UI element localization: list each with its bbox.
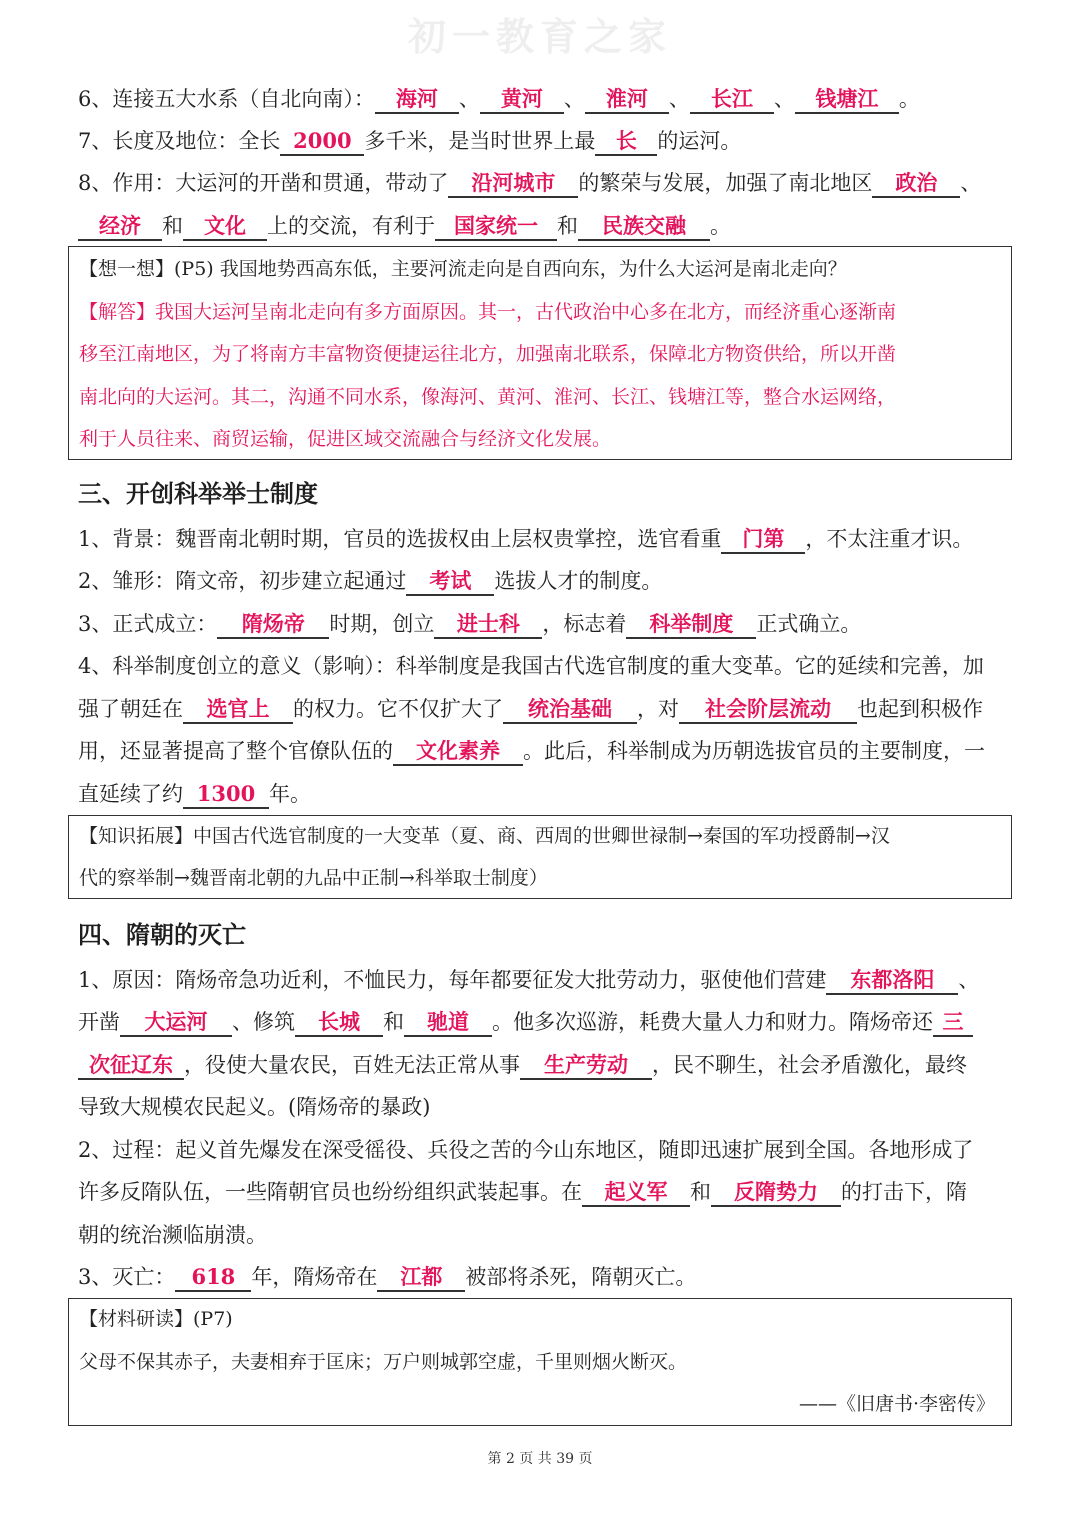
page-footer: 第 2 页 共 39 页 [487,1451,593,1467]
cause-blank-6: 生产劳动 [520,1052,652,1080]
rank-blank: 长 [595,128,657,156]
s4-item-3-end: 被部将杀死，隋朝灭亡。 [465,1265,697,1289]
river-blank-4: 长江 [690,86,774,114]
s3-item-4-l4-prefix: 直延续了约 [78,782,183,806]
item-6-end: 。 [898,87,920,111]
s4-item-2-l2-text-1: 和 [690,1180,711,1204]
function-blank-2: 政治 [872,170,960,198]
function-blank-6: 民族交融 [578,213,710,241]
s4-item-1-l2-text-2: 和 [383,1010,404,1034]
s3-item-4-l2-end: 也起到积极作 [857,697,983,721]
significance-blank-4: 文化素养 [393,738,523,766]
item-8-text-3: 和 [162,214,183,238]
fall-year-blank: 618 [175,1264,251,1292]
s4-item-1-line-2 [78,1007,1008,1037]
s3-item-3-text-2: ，标志着 [542,612,627,636]
think-question: 【想一想】(P5) 我国地势西高东低，主要河流走向是自西向东，为什么大运河是南北走向？ [79,258,847,280]
think-answer-line-4: 利于人员往来、商贸运输，促进区域交流融合与经济文化发展。 [79,428,612,450]
item-6-line [78,84,1008,114]
s3-item-1-end: ，不太注重才识。 [805,527,974,551]
think-answer-line-2: 移至江南地区，为了将南方丰富物资便捷运往北方，加强南北联系，保障北方物资供给，所以开凿 [79,343,897,365]
item-8-text-1: 的繁荣与发展，加强了南北地区 [578,171,873,195]
s3-item-4-l3-end: 。此后，科举制成为历朝选拔官员的主要制度，一 [523,739,985,763]
material-source: ——《旧唐书·李密传》 [798,1393,995,1415]
s3-item-3-prefix: 3、正式成立： [78,612,218,636]
s3-item-1-prefix: 1、背景：魏晋南北朝时期，官员的选拔权由上层权贵掌控，选官看重 [78,527,722,551]
s3-item-4-l2-prefix: 强了朝廷在 [78,697,183,721]
s3-item-4-line-2 [78,694,1008,724]
s4-item-1-l1-end: 、 [958,968,980,992]
s4-item-2-l2-end: 的打击下，隋 [841,1180,967,1204]
item-8-line-1 [78,168,1008,198]
prototype-blank: 考试 [406,568,494,596]
background-blank: 门第 [721,526,805,554]
significance-blank-3: 社会阶层流动 [679,696,857,724]
river-blank-1: 海河 [375,86,459,114]
function-blank-1: 沿河城市 [448,170,578,198]
material-box [68,1298,1012,1426]
keju-blank: 科举制度 [626,611,756,639]
item-7-prefix: 7、长度及地位：全长 [78,129,281,153]
material-quote: 父母不保其赤子，夫妻相弃于匡床；万户则城郭空虚，千里则烟火断灭。 [79,1351,688,1373]
item-8-end: 。 [710,214,731,238]
section-3-title: 三、开创科举举士制度 [78,480,318,508]
watermark-title: 初一教育之家 [407,15,672,59]
knowledge-line-2: 代的察举制→魏晋南北朝的九品中正制→科举取士制度） [79,867,548,889]
s3-item-4-l3-prefix: 用，还显著提高了整个官僚队伍的 [78,739,393,763]
s4-item-1-l1-prefix: 1、原因：隋炀帝急功近利，不恤民力，每年都要征发大批劳动力，驱使他们营建 [78,968,827,992]
s3-item-4-l4-end: 年。 [269,782,311,806]
cause-blank-5b: 次征辽东 [78,1052,184,1080]
function-blank-4: 文化 [183,213,267,241]
separator: 、 [668,87,690,111]
item-6-prefix: 6、连接五大水系（自北向南）： [78,87,375,111]
item-8-prefix: 8、作用：大运河的开凿和贯通，带动了 [78,171,449,195]
s4-item-1-l3-text-1: ，役使大量农民，百姓无法正常从事 [184,1053,520,1077]
cause-blank-5a: 三 [933,1009,973,1037]
function-blank-5: 国家统一 [435,213,557,241]
material-title: 【材料研读】(P7) [79,1308,233,1330]
cause-blank-1: 东都洛阳 [826,967,958,995]
cause-blank-2: 大运河 [120,1009,232,1037]
separator: 、 [458,87,480,111]
s3-item-4-line-4 [78,779,1008,809]
s3-item-4-line-3 [78,736,1008,766]
knowledge-box [68,815,1012,899]
separator: 、 [773,87,795,111]
process-blank-2: 反隋势力 [711,1179,841,1207]
jinshi-blank: 进士科 [434,611,542,639]
river-blank-2: 黄河 [480,86,564,114]
cause-blank-4: 驰道 [404,1009,492,1037]
river-blank-3: 淮河 [585,86,669,114]
fall-place-blank: 江都 [377,1264,465,1292]
s3-item-3 [78,609,1008,639]
separator: 、 [563,87,585,111]
duration-blank: 1300 [183,781,269,809]
s3-item-4-line-1: 4、科举制度创立的意义（影响）：科举制度是我国古代选官制度的重大变革。它的延续和完善，加 [78,654,984,678]
item-8-text-5: 和 [557,214,578,238]
s3-item-4-l2-text-1: 的权力。它不仅扩大了 [293,697,503,721]
think-answer-line-3: 南北向的大运河。其二，沟通不同水系，像海河、黄河、淮河、长江、钱塘江等，整合水运网络， [79,386,897,408]
s4-item-1-l2-text-1: 、修筑 [232,1010,295,1034]
length-blank: 2000 [280,128,364,156]
s3-item-2-end: 选拔人才的制度。 [494,569,663,593]
s3-item-3-end: 正式确立。 [756,612,862,636]
s3-item-2-prefix: 2、雏形：隋文帝，初步建立起通过 [78,569,407,593]
s4-item-1-l2-text-3: 。他多次巡游，耗费大量人力和财力。隋炀帝还 [492,1010,933,1034]
item-7-line [78,126,1008,156]
s4-item-1-l3-end: ，民不聊生，社会矛盾激化，最终 [652,1053,967,1077]
founder-blank: 隋炀帝 [217,611,329,639]
think-box [68,246,1012,460]
section-4-title: 四、隋朝的灭亡 [78,921,246,949]
process-blank-1: 起义军 [582,1179,690,1207]
s4-item-2-line-2 [78,1177,1008,1207]
s4-item-2-line-1: 2、过程：起义首先爆发在深受徭役、兵役之苦的今山东地区，随即迅速扩展到全国。各地形成了 [78,1138,974,1162]
s4-item-2-l2-prefix: 许多反隋队伍，一些隋朝官员也纷纷组织武装起事。在 [78,1180,582,1204]
s4-item-1-l2-prefix: 开凿 [78,1010,120,1034]
s4-item-1-line-1 [78,965,1008,995]
item-8-line-2 [78,211,1008,241]
knowledge-line-1: 【知识拓展】中国古代选官制度的一大变革（夏、商、西周的世卿世禄制→秦国的军功授爵制→汉 [79,825,890,847]
s4-item-2-line-3: 朝的统治濒临崩溃。 [78,1223,267,1247]
s3-item-3-text-1: 时期，创立 [329,612,435,636]
function-blank-3: 经济 [78,213,162,241]
s4-item-1-line-4: 导致大规模农民起义。(隋炀帝的暴政) [78,1095,431,1119]
s3-item-4-l2-text-2: ，对 [637,697,679,721]
item-7-middle: 多千米，是当时世界上最 [364,129,596,153]
s4-item-3-text-1: 年，隋炀帝在 [251,1265,378,1289]
s4-item-1-line-3 [78,1050,1008,1080]
item-7-end: 的运河。 [657,129,742,153]
item-8-text-4: 上的交流，有利于 [267,214,435,238]
cause-blank-3: 长城 [295,1009,383,1037]
s4-item-3 [78,1262,1008,1292]
s4-item-3-prefix: 3、灭亡： [78,1265,176,1289]
river-blank-5: 钱塘江 [795,86,899,114]
s3-item-2 [78,566,1008,596]
think-answer-line-1: 【解答】我国大运河呈南北走向有多方面原因。其一，古代政治中心多在北方，而经济重心逐渐南 [79,301,897,323]
item-8-text-2: 、 [960,171,982,195]
significance-blank-2: 统治基础 [503,696,637,724]
significance-blank-1: 选官上 [183,696,293,724]
s3-item-1 [78,524,1008,554]
